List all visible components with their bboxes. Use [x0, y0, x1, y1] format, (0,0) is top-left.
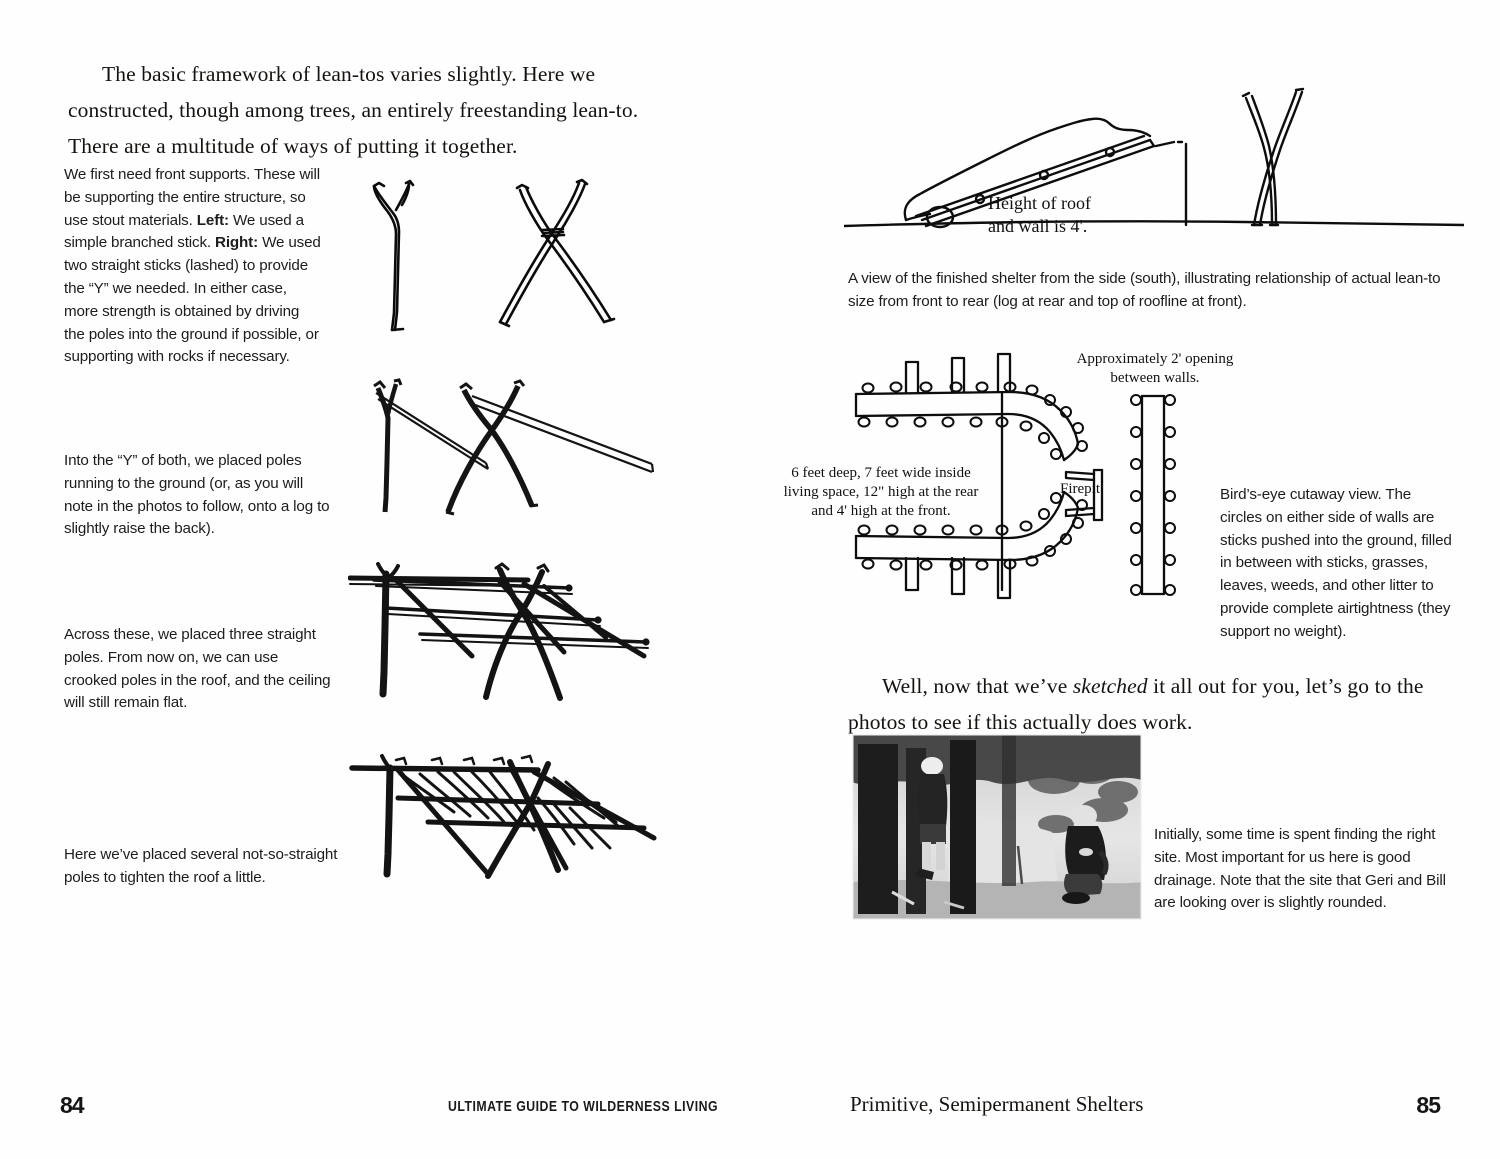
caption-site-photo — [1154, 824, 1454, 915]
label-line: Approximately 2' opening — [1076, 351, 1234, 367]
caption-side-view — [848, 268, 1448, 314]
folio-left: 84 — [60, 1092, 84, 1118]
caption-run: Right: — [215, 234, 258, 252]
caption-run: Across these, we placed three straight poles. From now on, we can use crooked poles in the roof, and the ceiling will still remain flat. — [64, 626, 331, 712]
label-firepit: Firepit — [1060, 481, 1100, 497]
label-line: between walls. — [1110, 369, 1200, 386]
caption-not-so-straight-poles — [64, 844, 344, 890]
running-head-left: ULTIMATE GUIDE TO WILDERNESS LIVING — [448, 1098, 719, 1115]
caption-run: We first need front supports. These will be supporting the entire structure, so use stout materials. — [64, 166, 320, 229]
caption-into-the-y — [64, 450, 332, 541]
sketched-before: Well, now that we’ve — [882, 674, 1073, 698]
label-height-of-roof — [988, 192, 1178, 239]
caption-run: Here we’ve placed several not-so-straight poles to tighten the roof a little. — [64, 846, 338, 886]
right-page — [750, 0, 1500, 1159]
label-line: and 4' high at the front. — [811, 502, 951, 519]
label-inside-dimensions — [756, 464, 1006, 520]
label-line: and wall is 4'. — [988, 216, 1088, 237]
label-line: 6 feet deep, 7 feet wide inside — [791, 465, 971, 481]
caption-run: Left: — [196, 211, 229, 229]
caption-run: Into the “Y” of both, we placed poles running to the ground (or, as you will note in the photos to follow, onto a log to slightly raise the back). — [64, 452, 330, 538]
sketched-after: it all out for you, let’s go to the photos to see if this actually does work. — [848, 674, 1424, 735]
label-line: living space, 12" high at the rear — [783, 483, 979, 500]
caption-birdseye — [1220, 484, 1452, 644]
caption-run: We used two straight sticks (lashed) to provide the “Y” we needed. In either case, more strength is obtained by driving the poles into the ground if possible, or supporting with rocks if necessary. — [64, 234, 321, 366]
caption-three-straight-poles — [64, 624, 334, 715]
site-photo — [852, 734, 1142, 920]
sketched-italic: sketched — [1072, 674, 1148, 698]
fig-front-supports — [352, 172, 682, 347]
caption-run: Initially, some time is spent finding the right site. Most important for us here is good drainage. Note that the site that Geri and Bill are looking over is slightly rounded. — [1154, 826, 1446, 912]
fig-ridge-poles — [352, 372, 682, 537]
intro-paragraph — [68, 56, 668, 164]
folio-right: 85 — [1416, 1092, 1440, 1118]
caption-run: A view of the finished shelter from the side (south), illustrating relationship of actual lean-to size from front to rear (log at rear and top of roofline at front). — [848, 270, 1441, 310]
caption-front-supports — [64, 164, 322, 369]
fig-three-poles — [348, 552, 684, 737]
intro-paragraph-text: The basic framework of lean-tos varies slightly. Here we constructed, though among trees, an entirely freestanding lean-to. There are a multitude of ways of putting it together. — [68, 62, 639, 159]
running-head-right: Primitive, Semipermanent Shelters — [850, 1092, 1144, 1116]
caption-run: We used a simple branched stick. — [64, 211, 304, 252]
sketched-paragraph — [848, 668, 1460, 740]
caption-run: Bird’s-eye cutaway view. The circles on either side of walls are sticks pushed into the ground, filled in between with sticks, grasses, leaves, weeds, and other litter to provide complete airtightness (they support no weight). — [1220, 486, 1452, 640]
label-line: Height of roof — [988, 193, 1091, 213]
label-approx-opening — [1060, 350, 1250, 388]
fig-crooked-poles — [342, 742, 686, 910]
